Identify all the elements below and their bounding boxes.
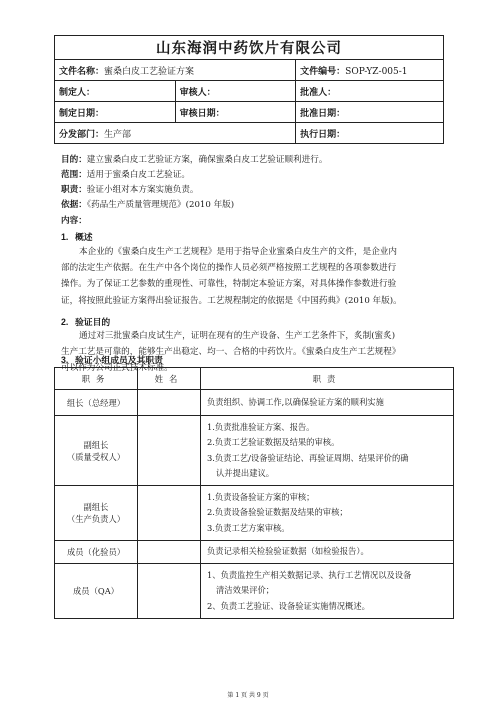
duty-cell [201,541,454,564]
duty-line [61,183,199,195]
duty-text: 验证小组对本方案实施负责。 [86,185,199,195]
duty-cell [201,486,454,541]
reviewer-label: 审核人： [175,81,296,102]
page-footer: 第 1 页 共 9 页 [227,692,269,699]
role-cell [55,564,138,619]
paragraph-line: 操作。为了保证工艺参数的重现性、可靠性，特制定本验证方案，对具体操作参数进行验 [61,279,397,290]
doc-no-label: 文件编号： [300,66,346,77]
duty-item: 1.负责批准验证方案、报告。 [207,421,315,432]
name-cell [138,564,201,619]
basis-text: 《药品生产质量管理规范》(2010 年版) [86,200,235,210]
purpose-line [61,153,327,165]
doc-name-label: 文件名称： [59,66,105,77]
drafter-label: 制定人： [55,81,176,102]
document-header-table [54,35,444,144]
column-header-role: 职务 [55,368,138,390]
approver-label: 批准人： [296,81,444,102]
section-number: 3. [61,355,69,365]
overview-paragraph [61,244,447,309]
review-date-label: 审核日期： [175,102,296,123]
paragraph-line: 生产工艺是可靠的，能够生产出稳定、均一、合格的中药饮片。《蜜桑白皮生产工艺规程》 [61,347,401,358]
duty-item: 2、负责工艺验证、设备验证实施情况概述。 [207,600,370,611]
paragraph-line: 本企业的《蜜桑白皮生产工艺规程》是用于指导企业蜜桑白皮生产的文件，是企业内 [79,247,397,257]
dept-label: 分发部门： [59,129,105,140]
section-number: 1. [61,232,69,242]
role-text: 成员（化验员） [66,547,126,557]
table-row [55,564,454,619]
table-row [55,486,454,541]
duty-item-continued: 清洁效果评价； [216,585,275,596]
section-title: 验证小组成员及其职责 [75,356,163,366]
table-row [55,390,454,416]
role-text: （生产负责人） [66,514,126,524]
section-heading [61,353,163,366]
name-cell [138,416,201,486]
duty-item-continued: 认并提出建议。 [216,468,275,478]
draft-date-label: 制定日期： [55,102,176,123]
table-header-row [55,368,454,390]
paragraph-line: 证，将按照此验证方案得出验证报告。工艺规程制定的依据是《中国药典》(2010 年版)。 [61,295,402,306]
doc-name-value: 蜜桑白皮工艺验证方案 [104,66,195,77]
role-cell [55,390,138,416]
exec-date-label: 执行日期： [296,123,444,144]
duty-label: 职责： [61,185,87,195]
column-header-duty: 职责 [201,368,454,390]
scope-text: 适用于蜜桑白皮工艺验证。 [86,170,190,180]
duty-item: 1.负责设备验证方案的审核； [207,491,315,502]
basis-line [61,198,234,210]
role-cell [55,416,138,486]
paragraph-line: 通过对三批蜜桑白皮试生产，证明在现有的生产设备、生产工艺条件下，炙制(蜜炙) [79,331,396,341]
doc-no-cell [296,60,444,81]
doc-name-cell [55,60,296,81]
duty-item: 3.负责工艺/设备验证结论、再验证周期、结果评价的确 [207,452,409,463]
duty-text: 负责组织、协调工作,以确保验证方案的顺利实施 [207,396,384,407]
scope-line [61,168,190,180]
duty-item: 2.负责工艺验证数据及结果的审核。 [207,437,340,447]
scope-label: 范围： [61,170,87,180]
paragraph-line: 可以作为公司正式技术标准。 [61,363,173,374]
duty-cell [201,564,454,619]
dept-value: 生产部 [104,129,132,140]
name-cell [138,486,201,541]
column-header-name: 姓名 [138,368,201,390]
basis-label: 依据： [61,200,87,210]
role-text: 成员（QA） [73,586,119,596]
role-text: （质量受权人） [66,451,126,462]
name-cell [138,390,201,416]
purpose-label: 目的： [61,155,87,165]
duty-text: 负责记录相关检验验证数据（如检验报告）。 [207,546,369,557]
duty-cell [201,390,454,416]
duty-item: 2.负责设备验验证数据及结果的审核； [207,507,348,518]
section-heading [61,230,93,243]
role-text: 副组长 [83,502,109,512]
section-heading [61,315,110,328]
duty-item: 3.负责工艺方案审核。 [207,522,290,533]
members-table [54,367,454,619]
purpose-text: 建立蜜桑白皮工艺验证方案，确保蜜桑白皮工艺验证顺利进行。 [86,155,328,165]
role-text: 组长（总经理） [66,397,126,408]
company-name: 山东海润中药饮片有限公司 [55,36,444,60]
approve-date-label: 批准日期： [296,102,444,123]
paragraph-line: 部的法定生产依据。在生产中各个岗位的操作人员必须严格按照工艺规程的各项参数进行 [61,263,397,274]
name-cell [138,541,201,564]
section-title: 概述 [75,233,93,243]
duty-item: 1、负责监控生产相关数据记录、执行工艺情况以及设备 [207,569,412,580]
role-text: 副组长 [83,439,109,450]
table-row [55,541,454,564]
content-label: 内容： [61,216,87,226]
doc-no-value: SOP-YZ-005-1 [345,66,408,77]
duty-cell [201,416,454,486]
section-title: 验证目的 [75,318,111,328]
table-row [55,416,454,486]
role-cell [55,486,138,541]
role-cell [55,541,138,564]
section-number: 2. [61,317,69,327]
dept-cell [55,123,296,144]
